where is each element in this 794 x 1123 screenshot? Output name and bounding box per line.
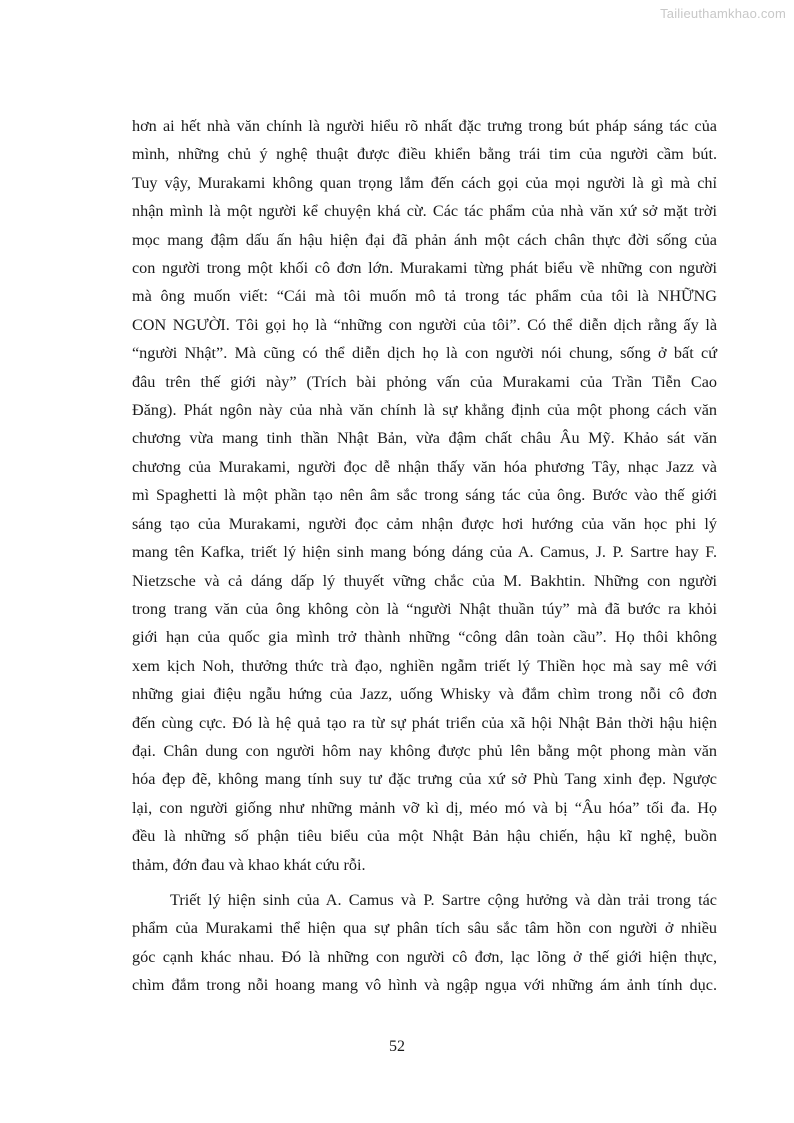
text-line: thảm, đớn đau và khao khát cứu rỗi. [132, 855, 366, 874]
text-line: góc cạnh khác nhau. Đó là những con người cô đơn, lạc lõng ở thế giới hiện thực, [132, 947, 717, 966]
text-line: những giai điệu ngẫu hứng của Jazz, uống Whisky và đắm chìm trong nỗi cô đơn [132, 685, 717, 704]
text-line: hơn ai hết nhà văn chính là người hiểu rõ nhất đặc trưng trong bút pháp sáng tác của [132, 117, 717, 135]
text-line: giới hạn của quốc gia mình trở thành những “công dân toàn cầu”. Họ thôi không [132, 628, 717, 647]
page-number: 52 [389, 1038, 405, 1055]
text-line: phẩm của Murakami thể hiện qua sự phân tích sâu sắc tâm hồn con người ở nhiều [132, 919, 717, 938]
text-line: mang tên Kafka, triết lý hiện sinh mang bóng dáng của A. Camus, J. P. Sartre hay F. [132, 543, 717, 562]
text-line: nhận mình là một người kể chuyện khá cừ. Các tác phẩm của nhà văn xứ sở mặt trời [132, 202, 717, 221]
page-body [132, 112, 717, 1000]
text-line: Đăng). Phát ngôn này của nhà văn chính là sự khẳng định của một phong cách văn [132, 401, 717, 420]
text-line: trong trang văn của ông không còn là “người Nhật thuần túy” mà đã bước ra khỏi [132, 599, 717, 618]
text-line: CON NGƯỜI. Tôi gọi họ là “những con người của tôi”. Có thể diễn dịch rằng ấy là [132, 315, 717, 334]
paragraph-1 [132, 112, 717, 879]
text-line: đều là những số phận tiêu biểu của một Nhật Bản hậu chiến, hậu kĩ nghệ, buồn [132, 827, 717, 846]
text-line: mọc mang đậm dấu ấn hậu hiện đại đã phản ánh một cách chân thực đời sống của [132, 230, 717, 249]
paragraph-2 [132, 886, 717, 1000]
text-line: mì Spaghetti là một phần tạo nên âm sắc trong sáng tác của ông. Bước vào thế giới [132, 486, 717, 505]
text-line: đại. Chân dung con người hôm nay không được phủ lên bằng một phong màn văn [132, 741, 717, 760]
text-line: đến cùng cực. Đó là hệ quả tạo ra từ sự phát triển của xã hội Nhật Bản thời hậu hiện [132, 713, 717, 732]
text-line: chìm đắm trong nỗi hoang mang vô hình và ngập ngụa với những ám ảnh tính dục. [132, 976, 717, 995]
text-line: chương vừa mang tinh thần Nhật Bản, vừa đậm chất châu Âu Mỹ. Khảo sát văn [132, 429, 717, 448]
text-line: mà ông muốn viết: “Cái mà tôi muốn mô tả trong tác phẩm của tôi là NHỮNG [132, 287, 717, 306]
text-line: chương của Murakami, người đọc dễ nhận thấy văn hóa phương Tây, nhạc Jazz và [132, 457, 717, 476]
text-line: Nietzsche và cả dáng dấp lý thuyết vững chắc của M. Bakhtin. Những con người [132, 571, 717, 590]
text-line: mình, những chủ ý nghệ thuật được điều khiển bằng trái tim của người cầm bút. [132, 145, 717, 164]
text-line: lại, con người giống như những mảnh vỡ kì dị, méo mó và bị “Âu hóa” tối đa. Họ [132, 798, 717, 817]
site-watermark: Tailieuthamkhao.com [660, 6, 786, 21]
text-line: “người Nhật”. Mà cũng có thể diễn dịch họ là con người nói chung, sống ở bất cứ [132, 344, 717, 363]
text-line: sáng tạo của Murakami, người đọc cảm nhận được hơi hướng của văn học phi lý [132, 514, 717, 533]
text-line: hóa đẹp đẽ, không mang tính suy tư đặc trưng của xứ sở Phù Tang xinh đẹp. Ngược [132, 770, 717, 789]
text-line: đâu trên thế giới này” (Trích bài phỏng vấn của Murakami của Trần Tiễn Cao [132, 372, 717, 391]
text-line: Tuy vậy, Murakami không quan trọng lắm đến cách gọi của mọi người là gì mà chỉ [132, 173, 717, 192]
text-line: Triết lý hiện sinh của A. Camus và P. Sartre cộng hưởng và dàn trải trong tác [170, 890, 717, 909]
text-line: xem kịch Noh, thưởng thức trà đạo, nghiền ngẫm triết lý Thiền học mà say mê với [132, 656, 717, 675]
text-line: con người trong một khối cô đơn lớn. Murakami từng phát biểu về những con người [132, 259, 717, 278]
